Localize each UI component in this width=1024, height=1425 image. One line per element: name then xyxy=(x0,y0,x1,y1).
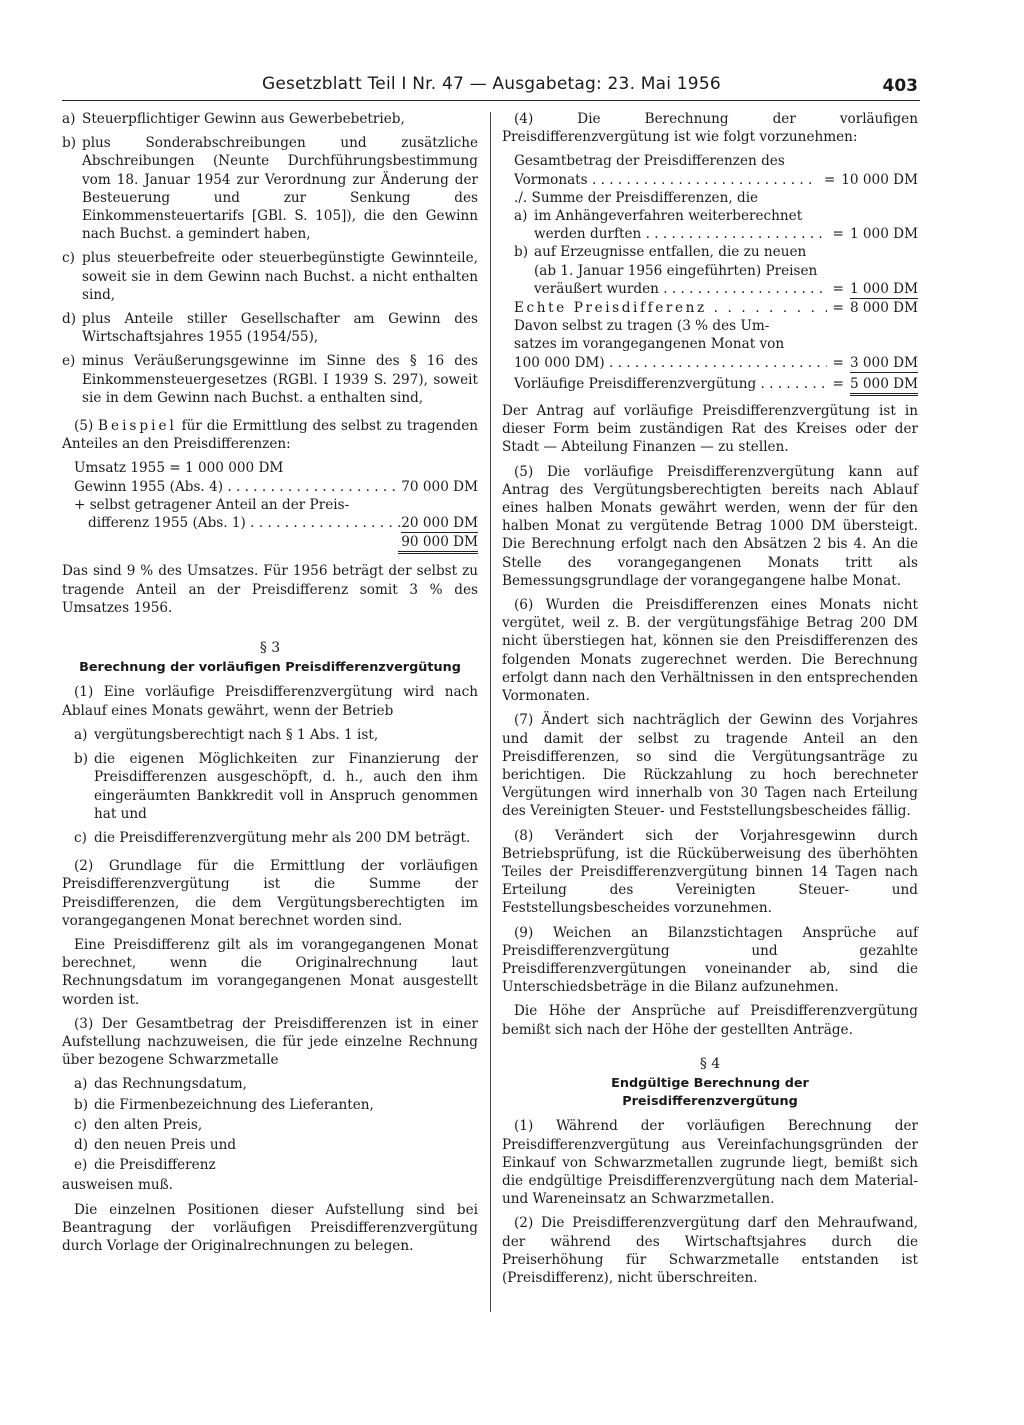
item-text: vergütungsberechtigt nach § 1 Abs. 1 ist, xyxy=(94,726,379,743)
example-paragraph xyxy=(62,417,478,453)
item-label: b) xyxy=(514,244,529,261)
item-label: b) xyxy=(74,1096,89,1113)
item-text: das Rechnungsdatum, xyxy=(94,1076,247,1093)
paragraph: Der Antrag auf vorläufige Preisdifferenzvergütung ist in dieser Form beim zuständigen Rat des Kreises oder der Stadt — Abteilung Finanzen — zu stellen. xyxy=(502,403,918,456)
calc-davon-line: Davon selbst zu tragen (3 % des Um- xyxy=(514,318,770,335)
example-row xyxy=(74,478,478,496)
calc-summe: ./. Summe der Preisdifferenzen, die xyxy=(514,189,759,206)
equals-sign: = xyxy=(832,226,844,243)
left-column xyxy=(62,110,478,1261)
item-label: d) xyxy=(62,311,77,328)
item-label: e) xyxy=(74,1157,88,1174)
item-text: die Preisdifferenz xyxy=(94,1157,216,1174)
list-item xyxy=(62,352,478,407)
row-total: 90 000 DM xyxy=(398,533,478,554)
calc-row xyxy=(514,354,918,373)
row-value: 8 000 DM xyxy=(849,300,918,317)
item-text: plus Sonderabschreibungen und zusätzliche Abschreibungen (Neunte Durchführungsbestimmung vom 18. Januar 1954 zur Verordnung zur Änderung der Besteuerung und zur Senkung des Einkommensteuertarifs [GBl. S. 105]), die den Gewinn nach Buchst. a gemindert haben, xyxy=(82,135,478,243)
item-text: auf Erzeugnisse entfallen, die zu neuen xyxy=(534,244,807,261)
item-text: Steuerpflichtiger Gewinn aus Gewerbebetrieb, xyxy=(82,111,405,127)
item-text: minus Veräußerungsgewinne im Sinne des § 16 des Einkommensteuergesetzes (RGBl. I 1939 S. 297), soweit sie in dem Gewinn nach Buchst. a enthalten sind, xyxy=(82,353,478,406)
list-item xyxy=(62,134,478,243)
item-label: a) xyxy=(514,208,528,225)
equals-sign: = xyxy=(832,354,844,371)
item-text: plus Anteile stiller Gesellschafter am Gewinn des Wirtschaftsjahres 1955 (1954/55), xyxy=(82,311,478,346)
equals-sign: = xyxy=(832,280,844,297)
section-number: § 4 xyxy=(699,1055,721,1072)
paragraph: (8) Verändert sich der Vorjahresgewinn durch Betriebsprüfung, ist die Rücküberweisung des überhöhten Teiles der Preisdifferenzvergütung binnen 14 Tagen nach Erteilung des Vereinigten Steuer- und Feststellungsbescheides vorzunehmen. xyxy=(502,827,918,917)
paragraph-end: ausweisen muß. xyxy=(62,1177,174,1194)
item-label: c) xyxy=(74,1116,87,1133)
item-text: im Anhängeverfahren weiterberechnet xyxy=(534,208,803,225)
calculation-table xyxy=(502,152,918,396)
item-text: die Preisdifferenzvergütung mehr als 200 DM beträgt. xyxy=(94,829,471,846)
para-number: (5) xyxy=(74,418,94,435)
list-item xyxy=(74,750,478,823)
header-title: Gesetzblatt Teil I Nr. 47 — Ausgabetag: 23. Mai 1956 xyxy=(262,74,721,94)
list-item xyxy=(62,310,478,346)
row-value: 3 000 DM xyxy=(850,354,918,373)
example-row xyxy=(74,514,478,533)
paragraph: (7) Ändert sich nachträglich der Gewinn des Vorjahres und damit der selbst zu tragende Anteil an den Preisdifferenzen, so sind die Vergütungsanträge zu berichtigen. Die Rückzahlung zu hoch berechneter Vergütungen wird innerhalb von 30 Tagen nach Erteilung des Vereinigten Steuer- und Feststellungsbescheides fällig. xyxy=(502,712,918,820)
equals-sign: = xyxy=(832,300,844,317)
list-item xyxy=(74,1075,478,1093)
row-label: werden durften . . . xyxy=(534,225,827,243)
row-label: Echte Preisdifferenz . . . xyxy=(514,299,827,317)
calc-row xyxy=(514,375,918,396)
paragraph: Die Höhe der Ansprüche auf Preisdifferenzvergütung bemißt sich nach der Höhe der gestellten Anträge. xyxy=(502,1003,918,1038)
paragraph: (1) Eine vorläufige Preisdifferenzvergütung wird nach Ablauf eines Monats gewährt, wenn der Betrieb xyxy=(62,684,478,719)
calc-item xyxy=(514,207,918,243)
row-value: 10 000 DM xyxy=(841,171,918,188)
row-label: veräußert wurden . . . xyxy=(534,280,827,298)
paragraph: (6) Wurden die Preisdifferenzen eines Monats nicht vergütet, weil z. B. der vergütungsfähige Betrag 200 DM nicht überstiegen hat, können sie den Preisdifferenzen des folgenden Monats zugerechnet werden. Die Berechnung erfolgt dann nach den Verhältnissen in den entsprechenden Vormonaten. xyxy=(502,597,918,705)
item-text: den alten Preis, xyxy=(94,1116,203,1133)
item-label: e) xyxy=(62,353,76,370)
calc-row xyxy=(514,299,918,317)
row-label: Vorläufige Preisdifferenzvergütung . . . xyxy=(514,375,827,393)
paragraph: (4) Die Berechnung der vorläufigen Preisdifferenzvergütung ist wie folgt vorzunehmen: xyxy=(502,111,918,146)
paragraph: (5) Die vorläufige Preisdifferenzvergütung kann auf Antrag des Vergütungsberechtigten bereits nach Ablauf eines halben Monats gewährt werden, wenn der für den halben Monat zu vergütende Betrag 1000 DM übersteigt. Die Berechnung erfolgt nach den Absätzen 2 bis 4. An die Stelle des vorangegangenen Monats tritt als Bemessungsgrundlage der vorangegangene halbe Monat. xyxy=(502,463,918,589)
example-calculation xyxy=(62,459,478,554)
list-item xyxy=(74,1096,478,1114)
paragraph: Eine Preisdifferenz gilt als im vorangegangenen Monat berechnet, wenn die Originalrechnung laut Rechnungsdatum im vorangegangenen Monat ausgestellt worden ist. xyxy=(62,936,478,1008)
example-umsatz: Umsatz 1955 = 1 000 000 DM xyxy=(74,460,284,477)
paragraph: (2) Die Preisdifferenzvergütung darf den Mehraufwand, der während des Wirtschaftsjahres durch die Preiserhöhung für Schwarzmetalle entstanden ist (Preisdifferenz), nicht überschreiten. xyxy=(502,1215,918,1286)
item-text: plus steuerbefreite oder steuerbegünstigte Gewinnteile, soweit sie in dem Gewinn nach Buchst. a nicht enthalten sind, xyxy=(82,250,478,303)
paragraph: (3) Der Gesamtbetrag der Preisdifferenzen ist in einer Aufstellung nachzuweisen, die für jede einzelne Rechnung über bezogene Schwarzmetalle xyxy=(62,1015,478,1069)
list-item xyxy=(74,1136,478,1154)
example-anteil-line1: + selbst getragener Anteil an der Preis- xyxy=(74,496,350,513)
row-label: Vormonats . . . xyxy=(514,171,818,189)
item-label: a) xyxy=(62,111,76,127)
equals-sign: = xyxy=(823,171,836,188)
item-label: b) xyxy=(62,135,77,152)
section-number: § 3 xyxy=(259,640,281,657)
row-value: 20 000 DM xyxy=(401,514,478,533)
list-item xyxy=(62,249,478,304)
paragraph: (2) Grundlage für die Ermittlung der vorläufigen Preisdifferenzvergütung ist die Summe der Preisdifferenzen, die dem Vergütungsberechtigten im vorangegangenen Monat berechnet worden sind. xyxy=(62,858,478,929)
item-text: die eigenen Möglichkeiten zur Finanzierung der Preisdifferenzen ausgeschöpft, d. h., auch den ihm eingeräumten Bankkredit voll in Anspruch genommen hat und xyxy=(94,751,478,822)
calc-davon-line: satzes im vorangegangenen Monat von xyxy=(514,336,785,353)
calc-row xyxy=(534,280,918,299)
calc-item xyxy=(514,243,918,299)
right-column xyxy=(502,110,918,1293)
list-item xyxy=(74,726,478,744)
list-item xyxy=(62,110,478,128)
paragraph: (9) Weichen an Bilanzstichtagen Ansprüche auf Preisdifferenzvergütung und gezahlte Preisdifferenzvergütungen voneinander ab, sind die Unterschiedsbeträge in die Bilanz aufzunehmen. xyxy=(502,924,918,996)
item-label: c) xyxy=(74,829,87,846)
item-label: b) xyxy=(74,751,89,768)
paragraph: (1) Während der vorläufigen Berechnung der Preisdifferenzvergütung aus Vereinfachungsgründen der Einkauf von Schwarzmetallen zugrunde liegt, bemißt sich die endgültige Preisdifferenzvergütung nach dem Material- und Wareneinsatz an Schwarzmetallen. xyxy=(502,1118,918,1208)
row-value: 1 000 DM xyxy=(849,226,918,243)
row-total: 5 000 DM xyxy=(850,375,918,396)
column-divider xyxy=(490,112,491,1312)
example-row xyxy=(74,533,478,554)
calc-gesamt-line1: Gesamtbetrag der Preisdifferenzen des xyxy=(514,153,785,170)
calc-row xyxy=(514,171,918,189)
item-text: die Firmenbezeichnung des Lieferanten, xyxy=(94,1096,374,1113)
row-value: 1 000 DM xyxy=(850,280,918,299)
page-header xyxy=(62,72,920,101)
row-label: differenz 1955 (Abs. 1) . . . xyxy=(74,514,401,532)
calc-row xyxy=(534,225,918,243)
row-value: 70 000 DM xyxy=(401,478,478,495)
spaced-word: Beispiel xyxy=(98,418,177,435)
item-text: (ab 1. Januar 1956 eingeführten) Preisen xyxy=(534,262,818,279)
item-label: c) xyxy=(62,250,75,267)
list-item xyxy=(74,1116,478,1134)
paragraph: Die einzelnen Positionen dieser Aufstellung sind bei Beantragung der vorläufigen Preisdifferenzvergütung durch Vorlage der Originalrechnungen zu belegen. xyxy=(62,1201,478,1254)
list-item xyxy=(74,829,478,847)
ratio-paragraph: Das sind 9 % des Umsatzes. Für 1956 beträgt der selbst zu tragende Anteil an der Preisdifferenz somit 3 % des Umsatzes 1956. xyxy=(62,563,478,616)
item-label: a) xyxy=(74,1076,88,1093)
section-title: Berechnung der vorläufigen Preisdifferenzvergütung xyxy=(79,660,461,676)
item-label: a) xyxy=(74,726,88,743)
equals-sign: = xyxy=(832,375,844,392)
section-title: Endgültige Berechnung der Preisdifferenzvergütung xyxy=(611,1075,809,1110)
row-label: Gewinn 1955 (Abs. 4) . . . xyxy=(74,478,401,496)
list-item xyxy=(74,1156,478,1174)
page-number: 403 xyxy=(882,76,918,96)
item-label: d) xyxy=(74,1136,89,1153)
item-text: den neuen Preis und xyxy=(94,1136,237,1153)
row-label: 100 000 DM) . . . xyxy=(514,354,827,372)
para-text: für die Ermittlung des selbst zu tragenden Anteiles an den Preisdifferenzen: xyxy=(62,418,479,453)
